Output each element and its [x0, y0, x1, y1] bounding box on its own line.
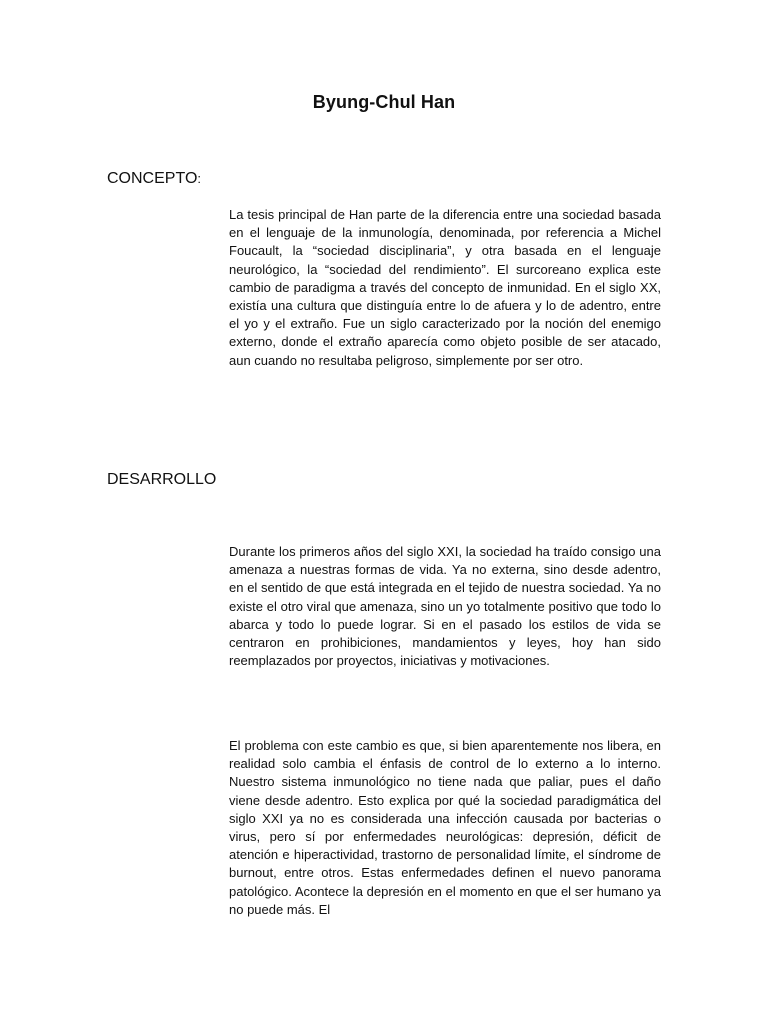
- desarrollo-paragraph-1: Durante los primeros años del siglo XXI, la sociedad ha traído consigo una amenaza a nuestras formas de vida. Ya no externa, sino desde adentro, en el sentido de que está integrada en el tejido de nuestra sociedad. Ya no existe el otro viral que amenaza, sino un yo totalmente positivo que todo lo abarca y todo lo puede lograr. Si en el pasado los estilos de vida se centraron en prohibiciones, mandamientos y leyes, hoy han sido reemplazados por proyectos, iniciativas y motivaciones.: [229, 544, 661, 669]
- section-heading-desarrollo: DESARROLLO: [107, 471, 217, 488]
- document-title: Byung-Chul Han: [312, 92, 456, 112]
- section-heading-concepto: [107, 170, 201, 188]
- section-heading-concepto-colon: :: [197, 171, 202, 186]
- section-heading-concepto-text: CONCEPTO: [107, 170, 198, 187]
- concepto-paragraph: La tesis principal de Han parte de la diferencia entre una sociedad basada en el lenguaje de la inmunología, denominada, por referencia a Michel Foucault, la “sociedad disciplinaria”, y otra basada en el lenguaje neurológico, la “sociedad del rendimiento”. El surcoreano explica este cambio de paradigma a través del concepto de inmunidad. En el siglo XX, existía una cultura que distinguía entre lo de afuera y lo de adentro, entre el yo y el extraño. Fue un siglo caracterizado por la noción del enemigo externo, donde el extraño aparecía como objeto posible de ser atacado, aun cuando no resultaba peligroso, simplemente por ser otro.: [229, 207, 661, 368]
- desarrollo-paragraph-2: El problema con este cambio es que, si bien aparentemente nos libera, en realidad solo cambia el énfasis de control de lo externo a lo interno. Nuestro sistema inmunológico no tiene nada que paliar, pues el daño viene desde adentro. Esto explica por qué la sociedad paradigmática del siglo XXI ya no es considerada una infección causada por bacterias o virus, pero sí por enfermedades neurológicas: depresión, déficit de atención e hiperactividad, trastorno de personalidad límite, el síndrome de burnout, entre otros. Estas enfermedades definen el nuevo panorama patológico. Acontece la depresión en el momento en que el ser humano ya no puede más. El: [229, 738, 661, 917]
